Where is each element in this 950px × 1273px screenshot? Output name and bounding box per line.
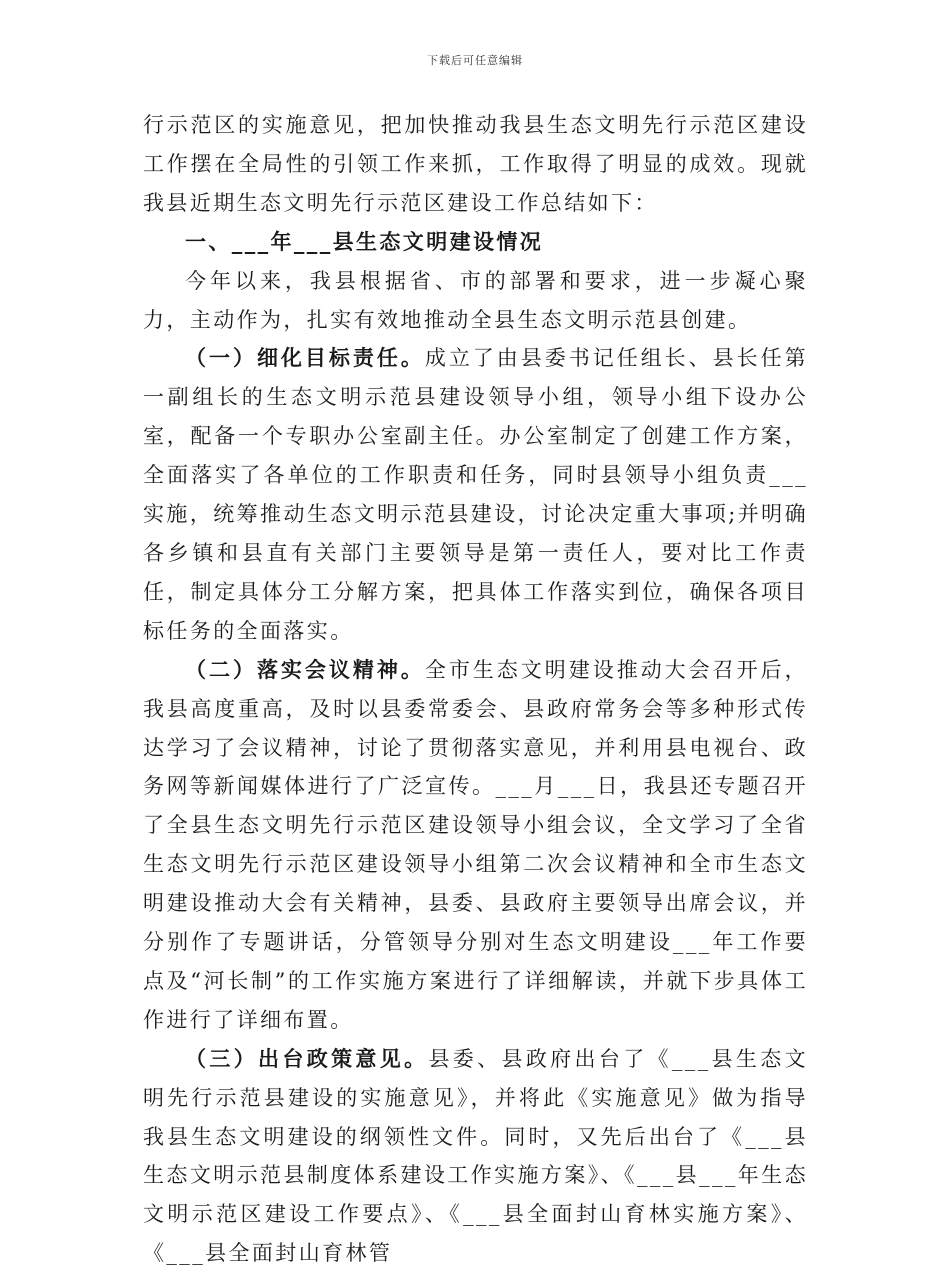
subsection-title-2: （二）落实会议精神。 — [185, 657, 425, 682]
subsection-body-1: 成立了由县委书记任组长、县长任第一副组长的生态文明示范县建设领导小组，领导小组下设办公室，配备一个专职办公室副主任。办公室制定了创建工作方案，全面落实了各单位的工作职责和任务，同时县领导小组负责___实施，统筹推动生态文明示范县建设，讨论决定重大事项;并明确各乡镇和县直有关部门主要领导是第一责任人，要对比工作责任，制定具体分工分解方案，把具体工作落实到位，确保各项目标任务的全面落实。 — [143, 346, 808, 643]
subsection-body-2: 全市生态文明建设推动大会召开后，我县高度重高，及时以县委常委会、县政府常务会等多种形式传达学习了会议精神，讨论了贯彻落实意见，并利用县电视台、政务网等新闻媒体进行了广泛宣传。___月___日，我县还专题召开了全县生态文明先行示范区建设领导小组会议，全文学习了全省生态文明先行示范区建设领导小组第二次会议精神和全市生态文明建设推动大会有关精神，县委、县政府主要领导出席会议，并分别作了专题讲话，分管领导分别对生态文明建设___年工作要点及“河长制”的工作实施方案进行了详细解读，并就下步具体工作进行了详细布置。 — [143, 657, 808, 1032]
intro-paragraph: 行示范区的实施意见，把加快推动我县生态文明先行示范区建设工作摆在全局性的引领工作来抓，工作取得了明显的成效。现就我县近期生态文明先行示范区建设工作总结如下： — [143, 113, 808, 215]
subsection-title-1: （一）细化目标责任。 — [185, 346, 425, 371]
paragraph-section-1 — [143, 339, 808, 650]
paragraph-overview: 今年以来，我县根据省、市的部署和要求，进一步凝心聚力，主动作为，扎实有效地推动全县生态文明示范县创建。 — [143, 268, 808, 332]
document-body — [143, 106, 808, 1273]
section-heading: 一、___年___县生态文明建设情况 — [185, 229, 544, 254]
subsection-body-3: 县委、县政府出台了《___县生态文明先行示范县建设的实施意见》，并将此《实施意见》做为指导我县生态文明建设的纲领性文件。同时，又先后出台了《___县生态文明示范县制度体系建设工作实施方案》、《___县___年生态文明示范区建设工作要点》、《___县全面封山育林实施方案》、《___县全面封山育林管 — [143, 1046, 808, 1266]
subsection-title-3: （三）出台政策意见。 — [185, 1046, 429, 1071]
paragraph-section-2 — [143, 651, 808, 1040]
paragraph-section-3 — [143, 1040, 808, 1273]
page-header: 下载后可任意编辑 — [427, 54, 523, 67]
